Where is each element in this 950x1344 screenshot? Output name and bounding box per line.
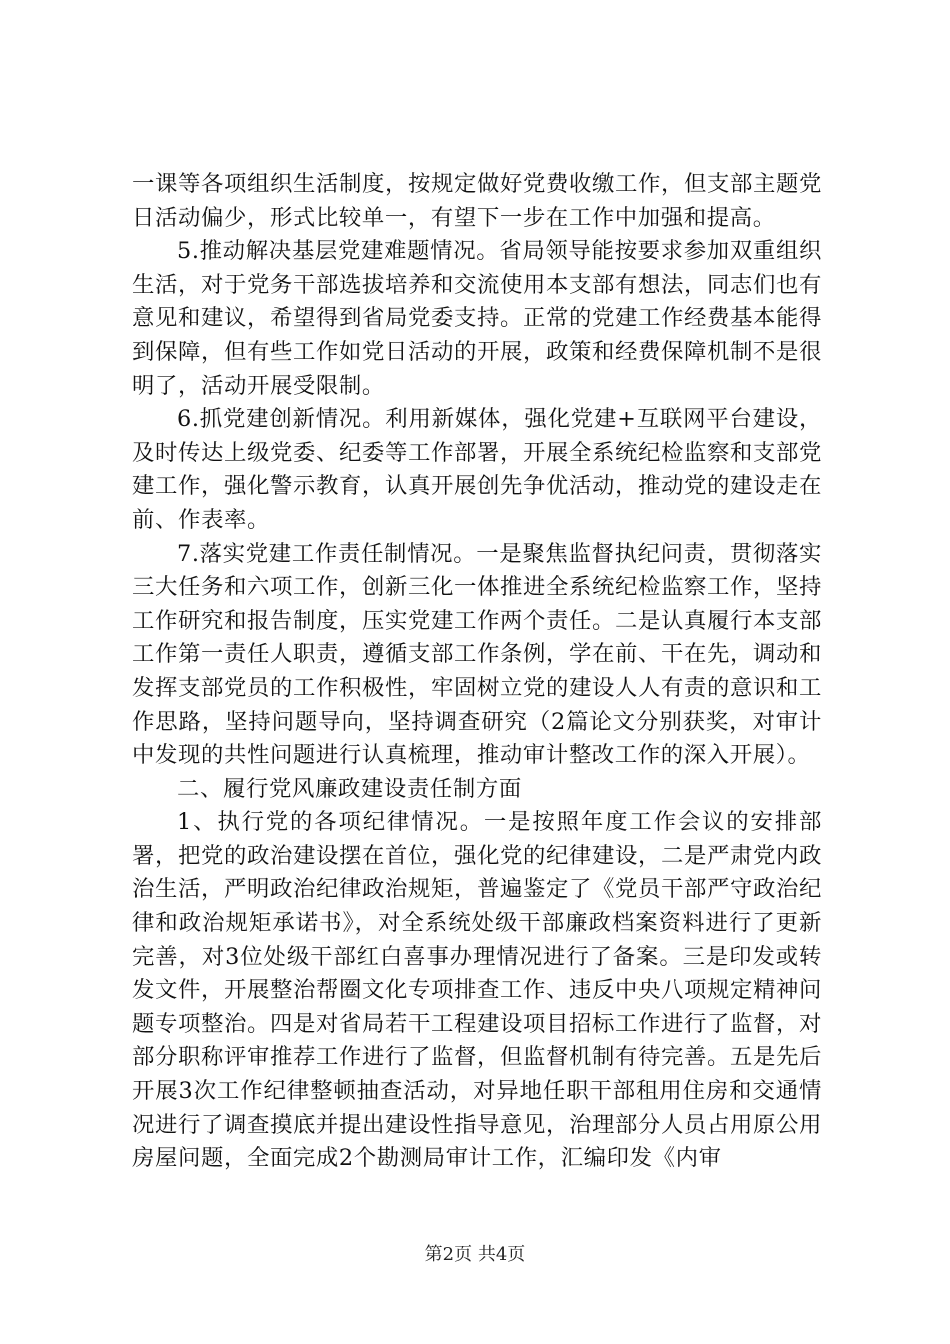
paragraph-item-5: 5.推动解决基层党建难题情况。省局领导能按要求参加双重组织生活，对于党务干部选拔培养和交流使用本支部有想法，同志们也有意见和建议，希望得到省局党委支持。正常的党建工作经费基本能得到保障，但有些工作如党日活动的开展，政策和经费保障机制不是很明了，活动开展受限制。 — [132, 238, 822, 399]
paragraph-section2-item-1: 1、执行党的各项纪律情况。一是按照年度工作会议的安排部署，把党的政治建设摆在首位，强化党的纪律建设，二是严肃党内政治生活，严明政治纪律政治规矩，普遍鉴定了《党员干部严守政治纪律和政治规矩承诺书》，对全系统处级干部廉政档案资料进行了更新完善，对3位处级干部红白喜事办理情况进行了备案。三是印发或转发文件，开展整治帮圈文化专项排查工作、违反中央八项规定精神问题专项整治。四是对省局若干工程建设项目招标工作进行了监督，对部分职称评审推荐工作进行了监督，但监督机制有待完善。五是先后开展3次工作纪律整顿抽查活动，对异地任职干部租用住房和交通情况进行了调查摸底并提出建设性指导意见，治理部分人员占用原公用房屋问题，全面完成2个勘测局审计工作，汇编印发《内审 — [132, 809, 822, 1172]
page-footer: 第2页 共4页 — [424, 1244, 526, 1265]
paragraph-item-7: 7.落实党建工作责任制情况。一是聚焦监督执纪问责，贯彻落实三大任务和六项工作，创新三化一体推进全系统纪检监察工作，坚持工作研究和报告制度，压实党建工作两个责任。二是认真履行本支部工作第一责任人职责，遵循支部工作条例，学在前、干在先，调动和发挥支部党员的工作积极性，牢固树立党的建设人人有责的意识和工作思路，坚持问题导向，坚持调查研究（2篇论文分别获奖，对审计中发现的共性问题进行认真梳理，推动审计整改工作的深入开展）。 — [132, 540, 822, 769]
section-heading-2: 二、履行党风廉政建设责任制方面 — [177, 775, 522, 802]
document-body — [132, 168, 822, 1176]
paragraph-continuation: 一课等各项组织生活制度，按规定做好党费收缴工作，但支部主题党日活动偏少，形式比较单一，有望下一步在工作中加强和提高。 — [132, 171, 822, 231]
paragraph-item-6: 6.抓党建创新情况。利用新媒体，强化党建+互联网平台建设，及时传达上级党委、纪委等工作部署，开展全系统纪检监察和支部党建工作，强化警示教育，认真开展创先争优活动，推动党的建设走在前、作表率。 — [132, 406, 822, 533]
